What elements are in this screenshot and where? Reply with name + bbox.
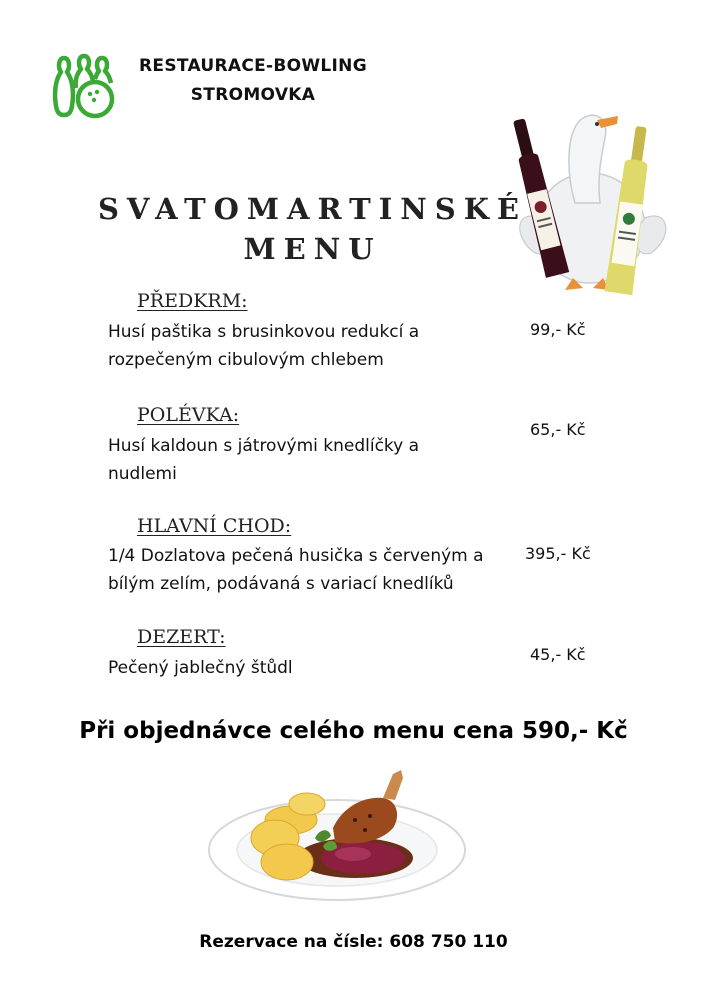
brand-name-line2: STROMOVKA — [190, 85, 316, 105]
course-dish-starter-line1: Husí paštika s brusinkovou redukcí a — [108, 322, 420, 342]
course-heading-starter: PŘEDKRM: — [137, 290, 248, 312]
course-price-starter: 99,- Kč — [530, 320, 586, 339]
course-heading-main: HLAVNÍ CHOD: — [137, 515, 292, 537]
menu-title-line2: MENU — [243, 232, 382, 266]
course-dish-main-line1: 1/4 Dozlatova pečená husička s červeným a — [108, 546, 484, 566]
brand-name-line1: RESTAURACE-BOWLING — [139, 56, 367, 76]
reservation-phone: Rezervace na čísle: 608 750 110 — [199, 932, 508, 952]
course-dish-dessert-line1: Pečený jablečný štůdl — [108, 658, 293, 678]
menu-title-line1: SVATOMARTINSKÉ — [97, 192, 528, 226]
course-dish-main-line2: bílým zelím, podávaná s variací knedlíků — [108, 574, 454, 594]
course-dish-starter-line2: rozpečeným cibulovým chlebem — [108, 350, 384, 370]
full-menu-offer: Při objednávce celého menu cena 590,- Kč — [79, 718, 628, 744]
course-price-soup: 65,- Kč — [530, 420, 586, 439]
bowling-logo-icon — [50, 52, 122, 120]
roast-goose-plate-picture — [205, 758, 470, 908]
course-dish-soup-line1: Husí kaldoun s játrovými knedlíčky a — [108, 436, 420, 456]
course-dish-soup-line2: nudlemi — [108, 464, 177, 484]
course-price-main: 395,- Kč — [525, 544, 591, 563]
course-price-dessert: 45,- Kč — [530, 645, 586, 664]
course-heading-dessert: DEZERT: — [137, 626, 226, 648]
course-heading-soup: POLÉVKA: — [137, 404, 240, 426]
